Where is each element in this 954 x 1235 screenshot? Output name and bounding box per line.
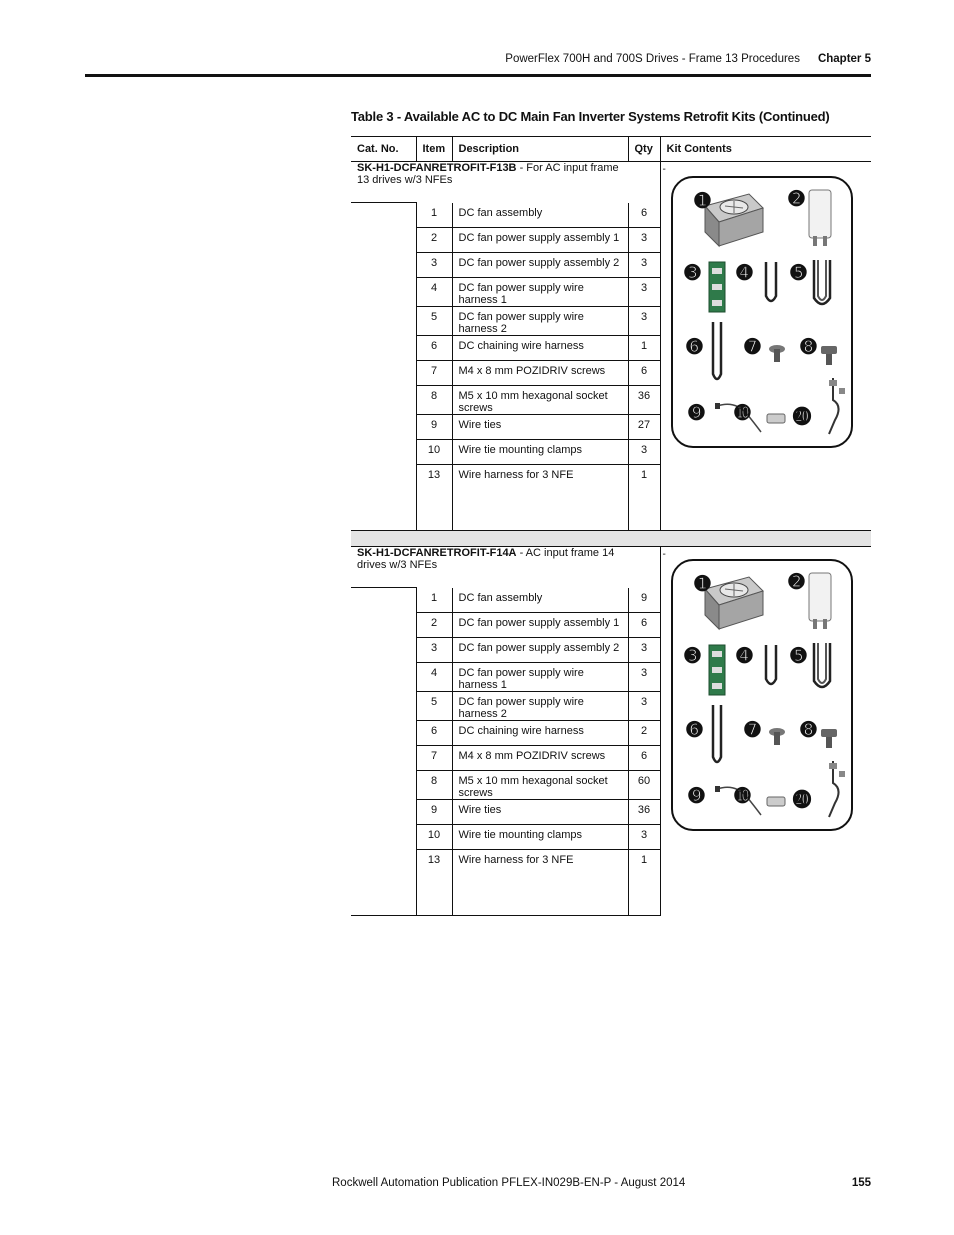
power-supply-2-image xyxy=(703,260,731,316)
item-number: 4 xyxy=(416,663,452,692)
item-description: DC fan power supply wire harness 1 xyxy=(452,278,628,307)
item-description: Wire ties xyxy=(452,415,628,440)
socket-screw-image xyxy=(819,344,839,366)
kit-item-callout-13: ⓴ xyxy=(792,406,812,428)
item-description: DC chaining wire harness xyxy=(452,336,628,361)
item-description: DC fan assembly xyxy=(452,588,628,613)
item-description: DC chaining wire harness xyxy=(452,721,628,746)
kit-cat-no: SK-H1-DCFANRETROFIT-F14A xyxy=(357,547,517,559)
kit-cat-cell xyxy=(351,162,628,203)
item-qty: 2 xyxy=(628,721,660,746)
table-header-row xyxy=(351,137,871,162)
item-description: Wire harness for 3 NFE xyxy=(452,850,628,916)
kit-item-callout-2: ➋ xyxy=(788,188,805,210)
item-description: DC fan power supply assembly 1 xyxy=(452,613,628,638)
kit-contents-image xyxy=(671,176,853,448)
item-qty: 6 xyxy=(628,361,660,386)
item-description: Wire tie mounting clamps xyxy=(452,825,628,850)
col-kit-contents: Kit Contents xyxy=(660,137,871,162)
chaining-harness-image xyxy=(707,320,727,386)
item-number: 13 xyxy=(416,465,452,531)
item-description: DC fan power supply wire harness 2 xyxy=(452,307,628,336)
kit-item-callout-4: ➍ xyxy=(736,645,753,667)
kit-contents-dash: - xyxy=(662,549,666,560)
item-number: 10 xyxy=(416,440,452,465)
item-qty: 3 xyxy=(628,638,660,663)
table-title: Table 3 - Available AC to DC Main Fan Inverter Systems Retrofit Kits (Continued) xyxy=(351,109,830,124)
item-qty: 36 xyxy=(628,800,660,825)
item-qty: 27 xyxy=(628,415,660,440)
power-supply-2-image xyxy=(703,643,731,699)
item-qty: 6 xyxy=(628,746,660,771)
item-qty: 9 xyxy=(628,588,660,613)
kit-item-callout-3: ➌ xyxy=(684,645,701,667)
item-number: 2 xyxy=(416,613,452,638)
item-qty: 36 xyxy=(628,386,660,415)
kit-cat-cell xyxy=(351,547,628,588)
wire-harness-1-image xyxy=(760,643,782,693)
kit-item-callout-10: ➓ xyxy=(734,785,751,807)
item-qty: 3 xyxy=(628,692,660,721)
item-qty: 1 xyxy=(628,850,660,916)
retrofit-kits-table xyxy=(351,136,871,916)
kit-item-callout-3: ➌ xyxy=(684,262,701,284)
item-description: M4 x 8 mm POZIDRIV screws xyxy=(452,361,628,386)
kit-group xyxy=(351,162,871,531)
wire-harness-2-image xyxy=(808,641,838,695)
item-description: DC fan power supply wire harness 2 xyxy=(452,692,628,721)
wire-harness-2-image xyxy=(808,258,838,312)
kit-item-callout-1: ➊ xyxy=(694,190,711,212)
kit-cat-row xyxy=(351,547,871,588)
item-description: Wire tie mounting clamps xyxy=(452,440,628,465)
kit-cat-desc: - AC input frame 14 drives w/3 NFEs xyxy=(357,547,615,571)
kit-item-callout-8: ➑ xyxy=(800,336,817,358)
kit-contents-cell xyxy=(660,162,871,531)
footer-publication: Rockwell Automation Publication PFLEX-IN029B-EN-P - August 2014 xyxy=(332,1177,686,1189)
kit-item-callout-9: ➒ xyxy=(688,402,705,424)
running-title: PowerFlex 700H and 700S Drives - Frame 13 Procedures xyxy=(505,53,800,65)
kit-item-callout-4: ➍ xyxy=(736,262,753,284)
kit-contents-cell xyxy=(660,547,871,916)
kit-contents-dash: - xyxy=(662,164,666,175)
kit-cat-row xyxy=(351,162,871,203)
kit-item-callout-6: ➏ xyxy=(686,336,703,358)
item-number: 9 xyxy=(416,800,452,825)
item-number: 1 xyxy=(416,203,452,228)
col-description: Description xyxy=(452,137,628,162)
item-number: 1 xyxy=(416,588,452,613)
item-description: M5 x 10 mm hexagonal socket screws xyxy=(452,771,628,800)
nfe-harness-image xyxy=(825,759,849,821)
item-description: Wire harness for 3 NFE xyxy=(452,465,628,531)
chapter-label: Chapter 5 xyxy=(817,53,871,65)
item-number: 13 xyxy=(416,850,452,916)
item-description: DC fan assembly xyxy=(452,203,628,228)
item-qty: 1 xyxy=(628,465,660,531)
item-qty: 3 xyxy=(628,307,660,336)
item-number: 7 xyxy=(416,361,452,386)
kit-item-callout-5: ➎ xyxy=(790,645,807,667)
item-qty: 3 xyxy=(628,228,660,253)
col-qty: Qty xyxy=(628,137,660,162)
item-number: 6 xyxy=(416,721,452,746)
item-qty: 1 xyxy=(628,336,660,361)
item-number: 6 xyxy=(416,336,452,361)
item-number: 8 xyxy=(416,771,452,800)
power-supply-1-image xyxy=(803,188,839,250)
chaining-harness-image xyxy=(707,703,727,769)
item-number: 5 xyxy=(416,307,452,336)
item-number: 4 xyxy=(416,278,452,307)
item-qty: 3 xyxy=(628,825,660,850)
item-description: M4 x 8 mm POZIDRIV screws xyxy=(452,746,628,771)
kit-cat-no: SK-H1-DCFANRETROFIT-F13B xyxy=(357,162,517,174)
kit-item-callout-8: ➑ xyxy=(800,719,817,741)
item-qty: 3 xyxy=(628,440,660,465)
nfe-harness-image xyxy=(825,376,849,438)
page-number: 155 xyxy=(851,1177,871,1189)
item-qty: 3 xyxy=(628,663,660,692)
item-description: DC fan power supply assembly 2 xyxy=(452,253,628,278)
item-description: DC fan power supply wire harness 1 xyxy=(452,663,628,692)
item-qty: 6 xyxy=(628,203,660,228)
col-cat-no: Cat. No. xyxy=(351,137,416,162)
kit-item-callout-2: ➋ xyxy=(788,571,805,593)
item-number: 5 xyxy=(416,692,452,721)
item-number: 8 xyxy=(416,386,452,415)
kit-separator xyxy=(351,531,871,547)
kit-cat-desc: - For AC input frame 13 drives w/3 NFEs xyxy=(357,162,619,186)
kit-item-callout-9: ➒ xyxy=(688,785,705,807)
item-number: 10 xyxy=(416,825,452,850)
kit-item-callout-6: ➏ xyxy=(686,719,703,741)
pozidriv-screw-image xyxy=(768,344,786,364)
pozidriv-screw-image xyxy=(768,727,786,747)
item-number: 3 xyxy=(416,253,452,278)
kit-item-callout-7: ➐ xyxy=(744,719,761,741)
item-number: 9 xyxy=(416,415,452,440)
mounting-clamp-image xyxy=(765,410,789,426)
kit-item-callout-7: ➐ xyxy=(744,336,761,358)
col-item: Item xyxy=(416,137,452,162)
running-header xyxy=(505,53,871,65)
item-qty: 3 xyxy=(628,278,660,307)
item-description: DC fan power supply assembly 1 xyxy=(452,228,628,253)
item-description: M5 x 10 mm hexagonal socket screws xyxy=(452,386,628,415)
kit-item-callout-13: ⓴ xyxy=(792,789,812,811)
power-supply-1-image xyxy=(803,571,839,633)
kit-group xyxy=(351,547,871,916)
item-description: Wire ties xyxy=(452,800,628,825)
item-number: 3 xyxy=(416,638,452,663)
mounting-clamp-image xyxy=(765,793,789,809)
item-qty: 6 xyxy=(628,613,660,638)
header-rule xyxy=(85,74,871,77)
kit-item-callout-10: ➓ xyxy=(734,402,751,424)
item-description: DC fan power supply assembly 2 xyxy=(452,638,628,663)
item-number: 7 xyxy=(416,746,452,771)
item-number: 2 xyxy=(416,228,452,253)
kit-item-callout-5: ➎ xyxy=(790,262,807,284)
wire-harness-1-image xyxy=(760,260,782,310)
kit-item-callout-1: ➊ xyxy=(694,573,711,595)
item-qty: 3 xyxy=(628,253,660,278)
socket-screw-image xyxy=(819,727,839,749)
item-qty: 60 xyxy=(628,771,660,800)
kit-contents-image xyxy=(671,559,853,831)
